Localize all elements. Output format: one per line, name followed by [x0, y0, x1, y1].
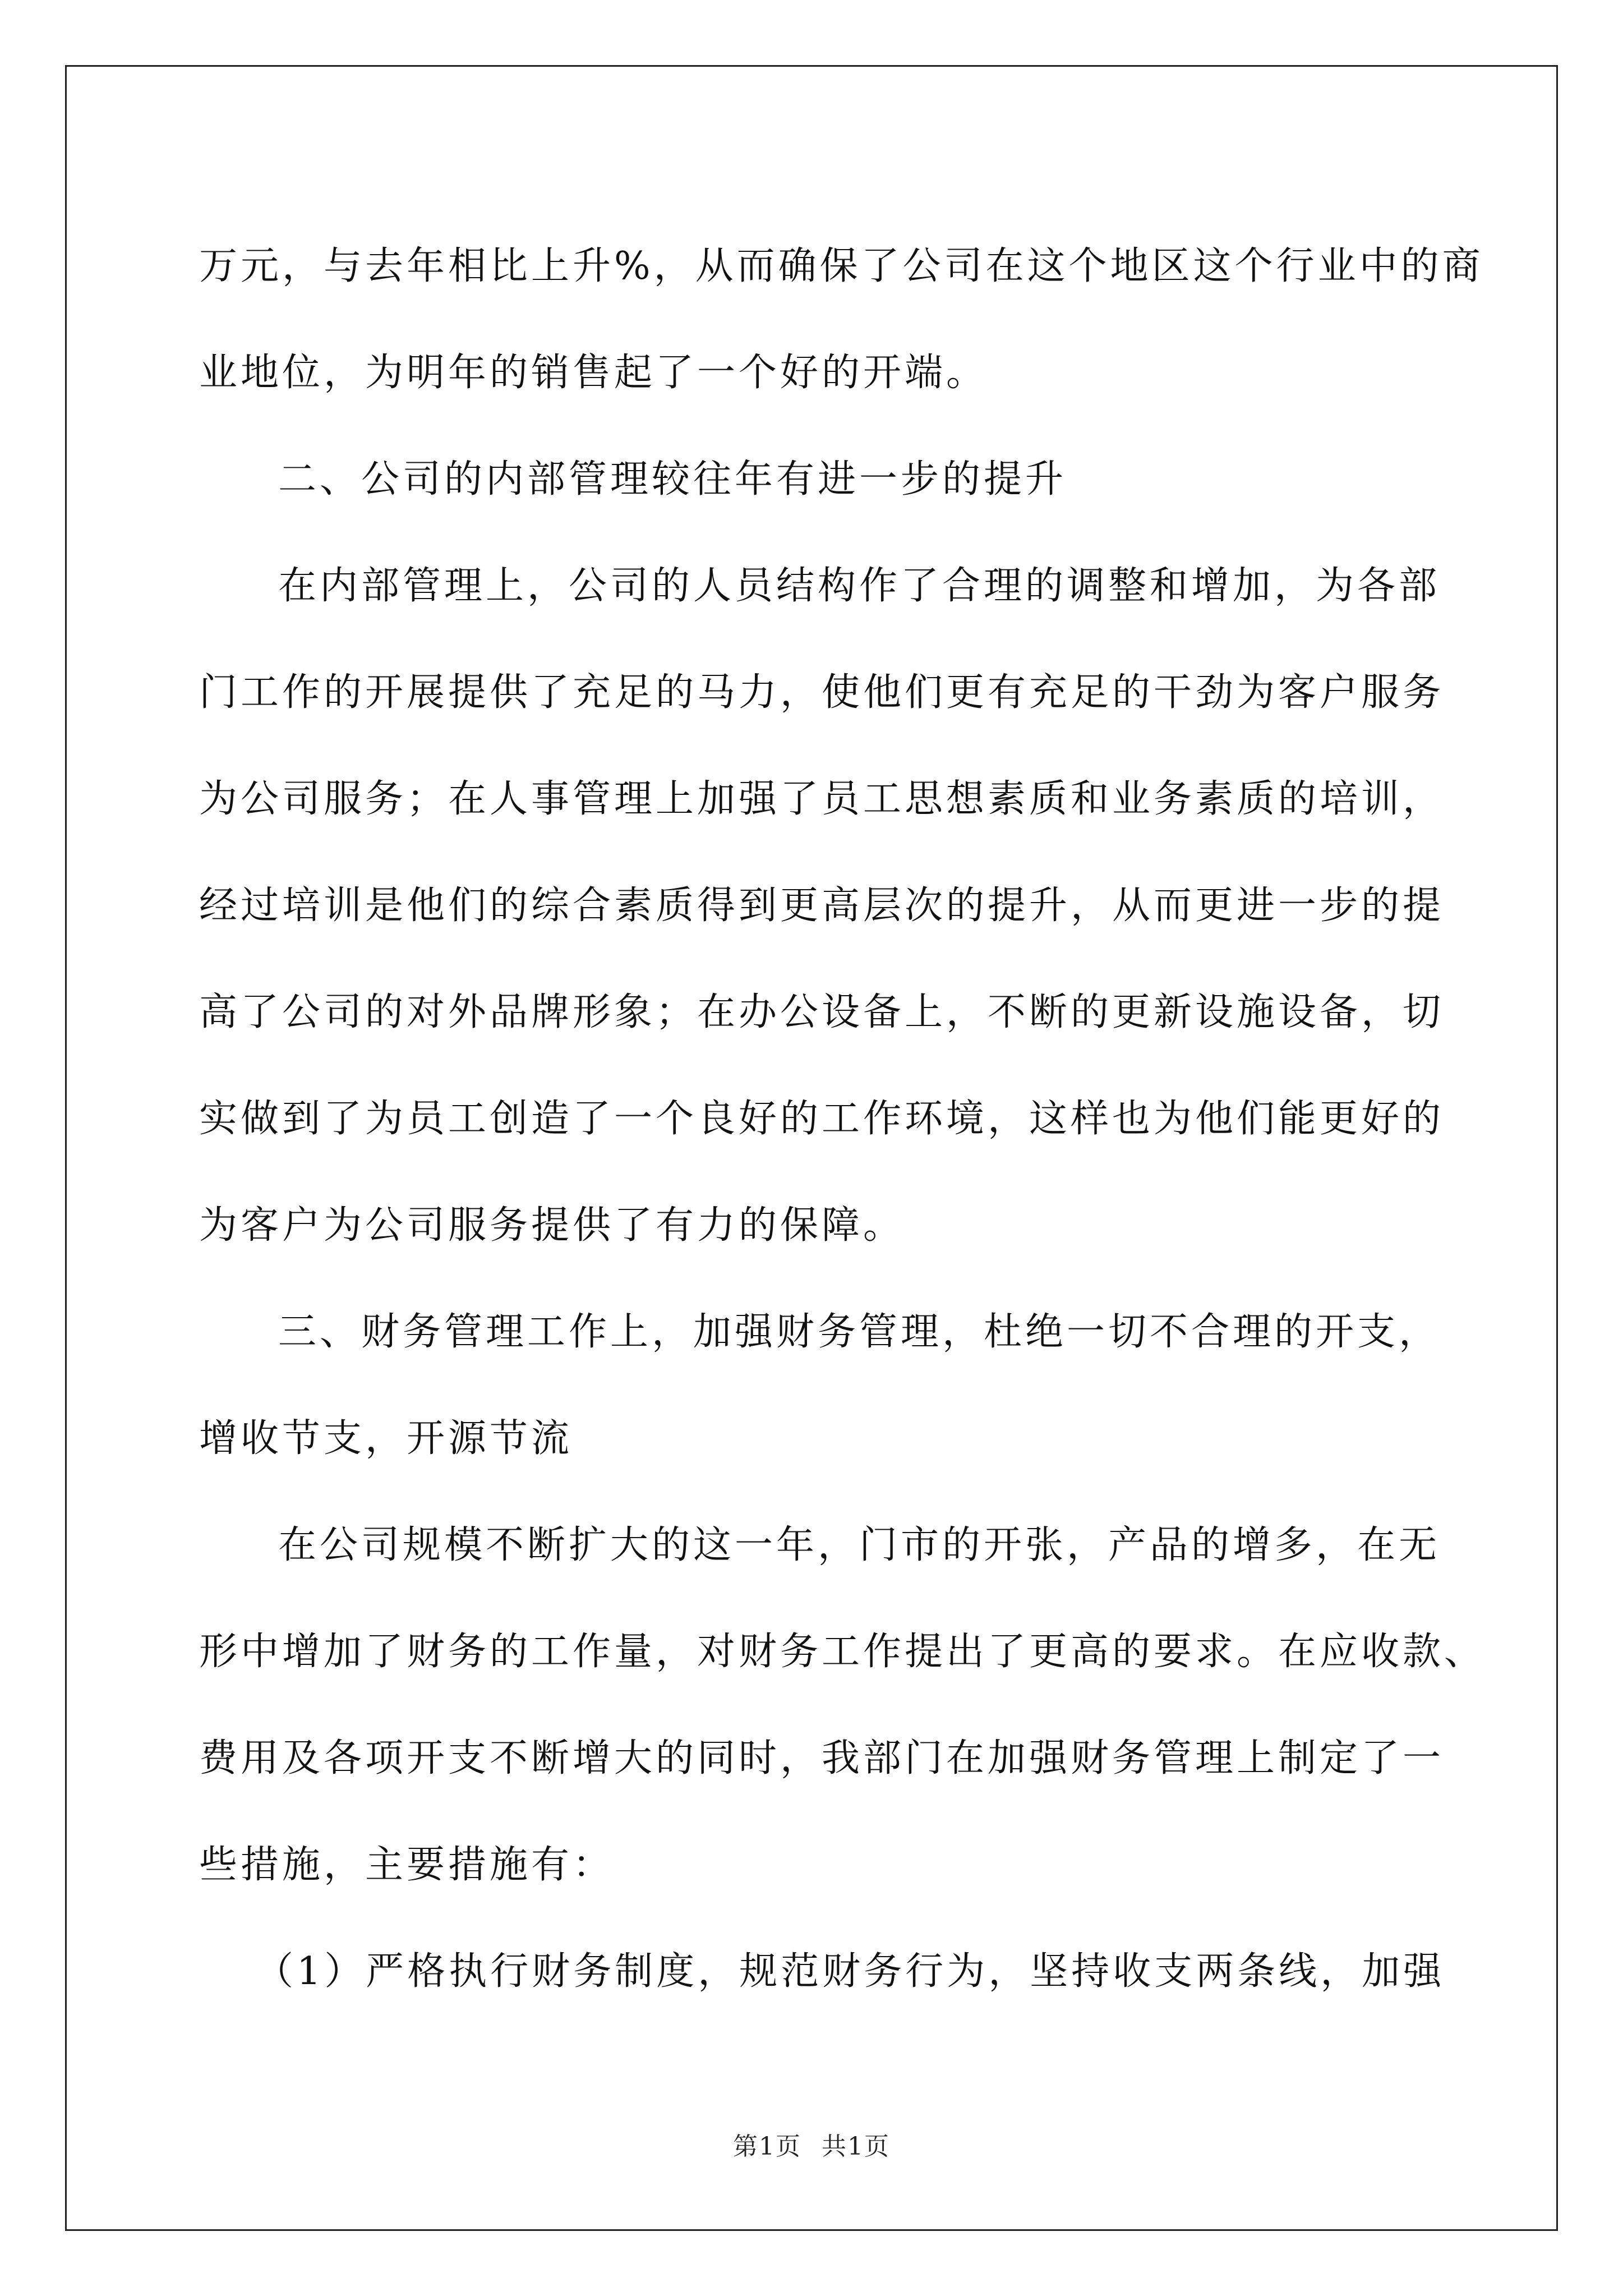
text-line: 在公司规模不断扩大的这一年，门市的开张，产品的增多，在无 — [278, 1523, 1441, 1567]
text-line: 为公司服务；在人事管理上加强了员工思想素质和业务素质的培训， — [199, 777, 1445, 821]
text-line: 为客户为公司服务提供了有力的保障。 — [199, 1203, 905, 1248]
text-line: 高了公司的对外品牌形象；在办公设备上，不断的更新设施设备，切 — [199, 990, 1445, 1034]
section-heading-continued: 增收节支，开源节流 — [199, 1416, 573, 1461]
text-line: 些措施，主要措施有： — [199, 1843, 615, 1887]
text-line: 门工作的开展提供了充足的马力，使他们更有充足的干劲为客户服务 — [199, 670, 1445, 715]
section-heading: 三、财务管理工作上，加强财务管理，杜绝一切不合理的开支， — [278, 1310, 1441, 1354]
text-line: 经过培训是他们的综合素质得到更高层次的提升，从而更进一步的提 — [199, 884, 1445, 928]
text-line: 在内部管理上，公司的人员结构作了合理的调整和增加，为各部 — [278, 564, 1441, 608]
text-line: 形中增加了财务的工作量，对财务工作提出了更高的要求。在应收款、 — [199, 1630, 1486, 1674]
list-item: （1）严格执行财务制度，规范财务行为，坚持收支两条线，加强 — [255, 1949, 1445, 1994]
text-line: 业地位，为明年的销售起了一个好的开端。 — [199, 351, 988, 395]
page-total: 共1页 — [822, 2132, 890, 2161]
page-number: 第1页 — [733, 2132, 801, 2161]
text-line: 实做到了为员工创造了一个良好的工作环境，这样也为他们能更好的 — [199, 1097, 1445, 1141]
document-body — [199, 213, 1486, 2025]
page-footer — [0, 2126, 1623, 2162]
section-heading: 二、公司的内部管理较往年有进一步的提升 — [278, 457, 1067, 501]
text-line: 万元，与去年相比上升%，从而确保了公司在这个地区这个行业中的商 — [199, 244, 1484, 288]
text-line: 费用及各项开支不断增大的同时，我部门在加强财务管理上制定了一 — [199, 1736, 1445, 1780]
